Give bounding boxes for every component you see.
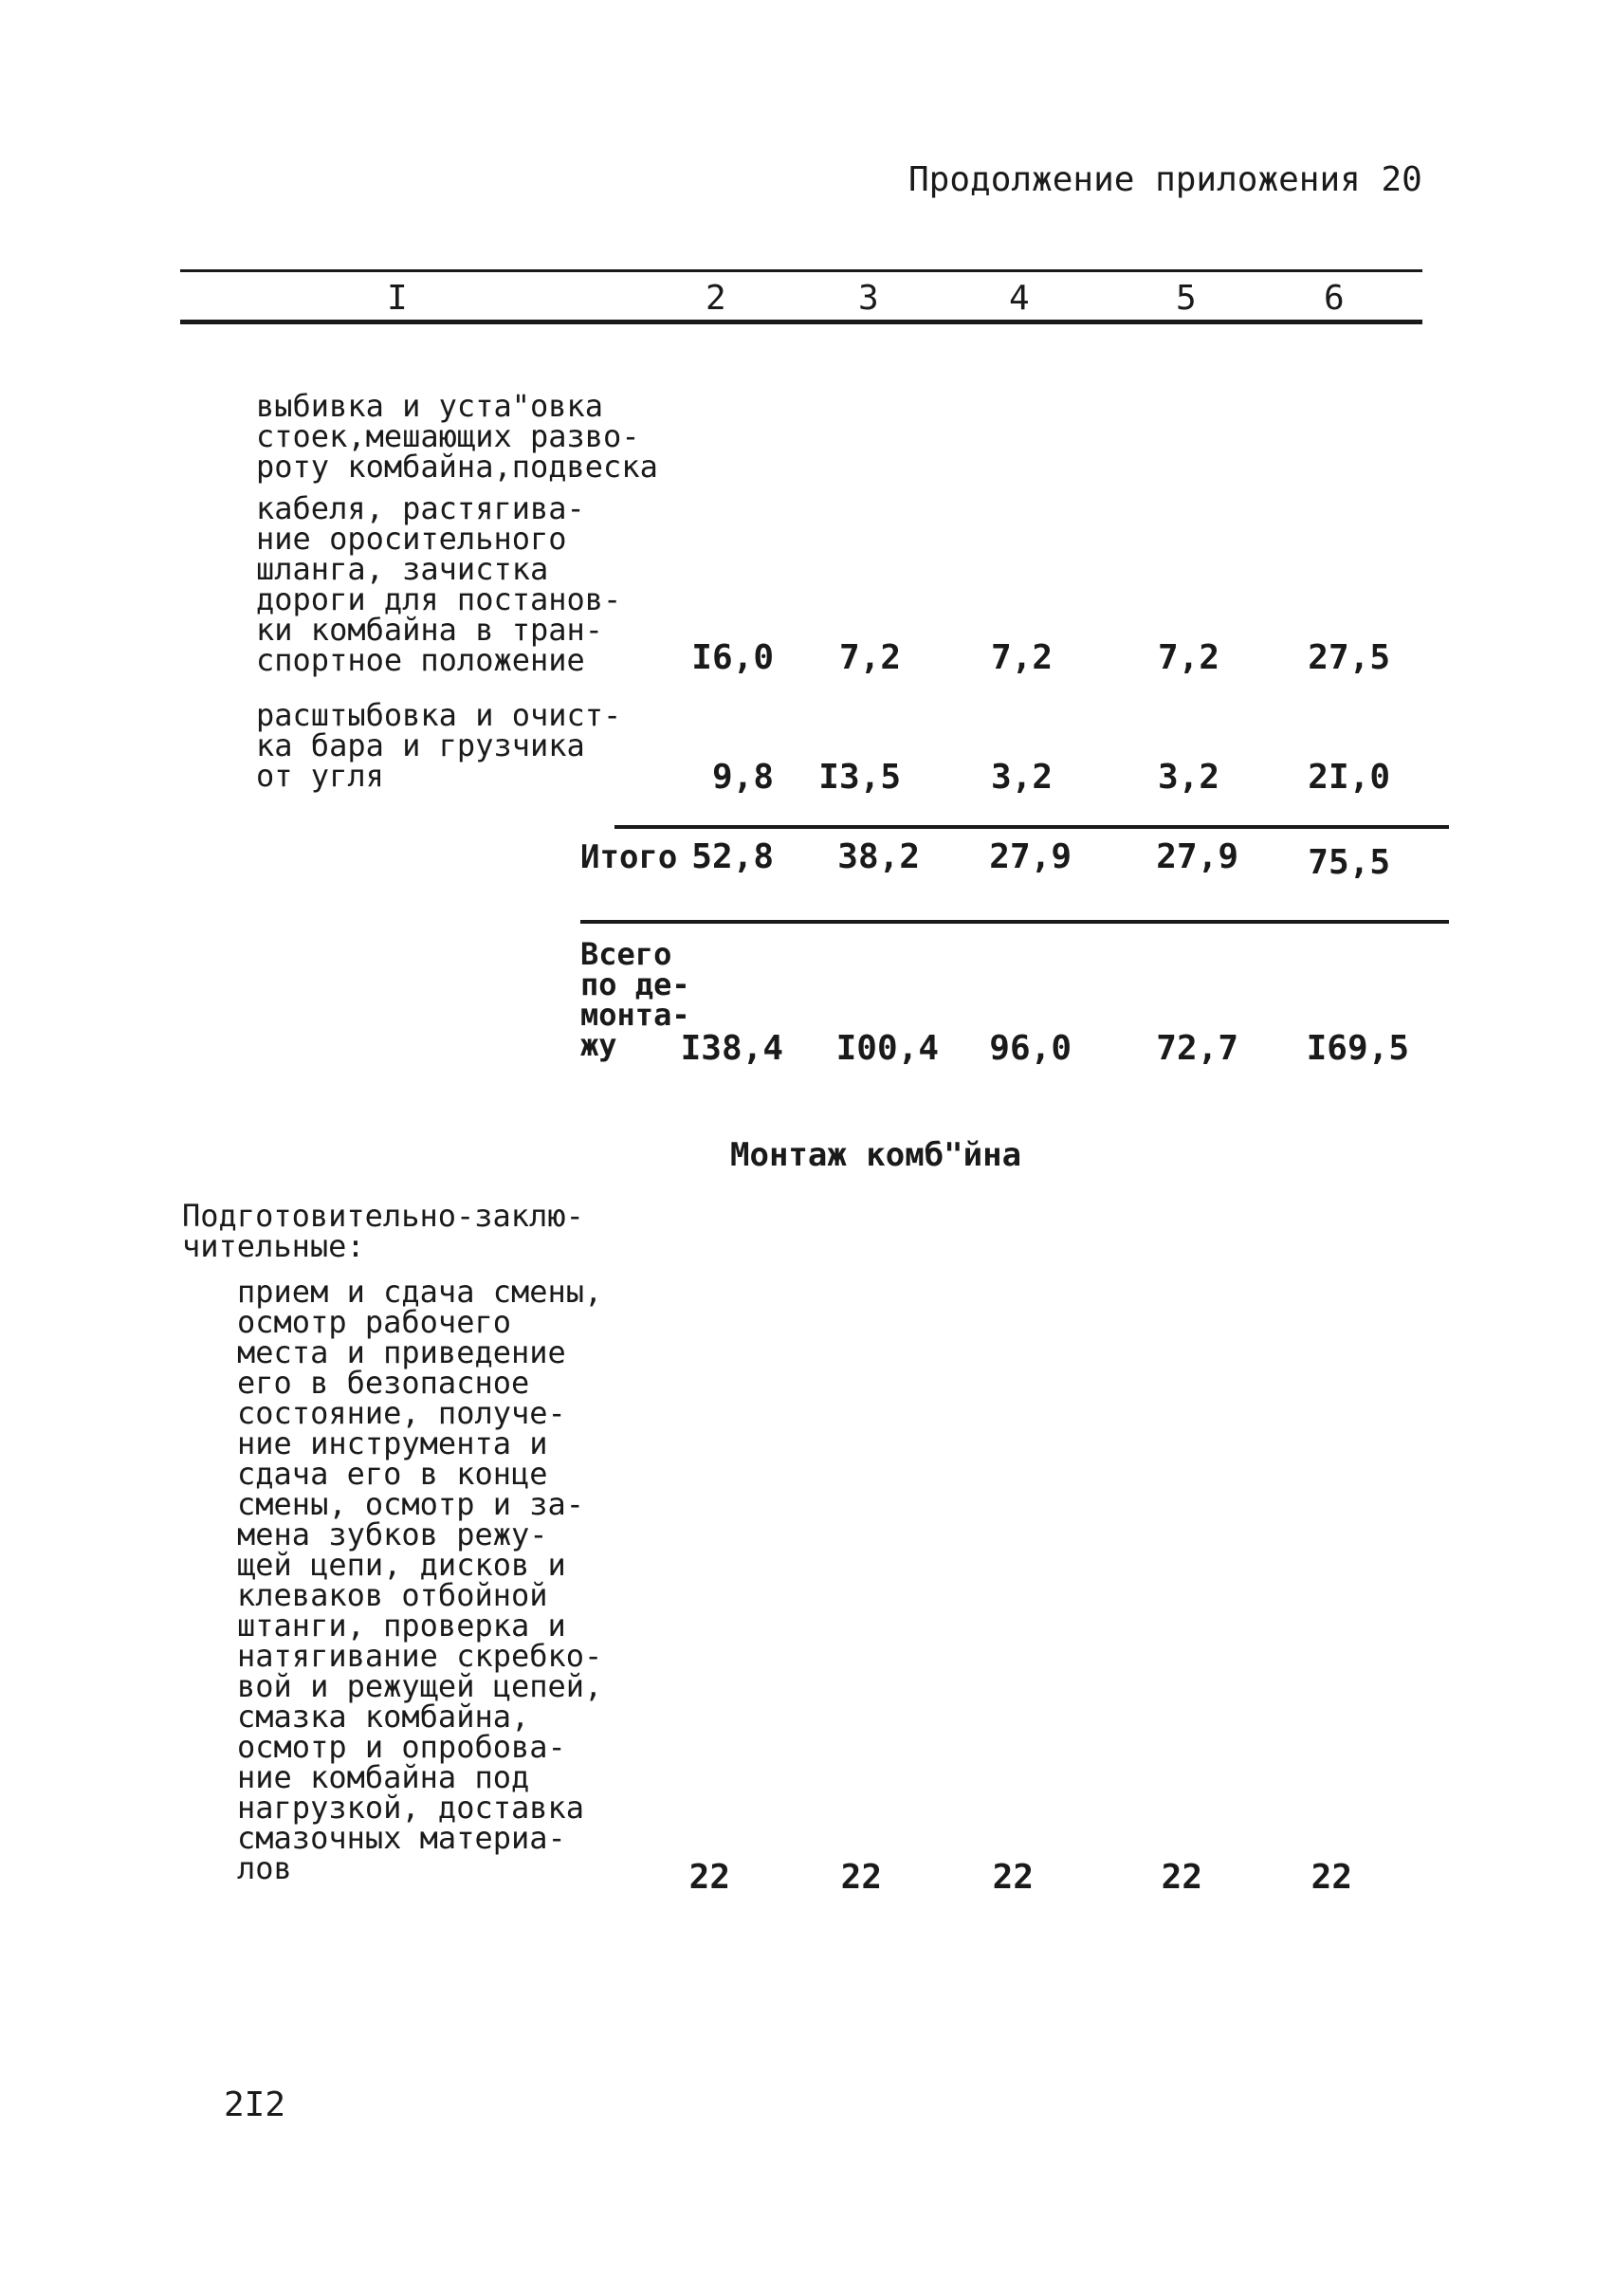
prep-value-c5: 22 <box>1161 1858 1202 1897</box>
row-value-c4: 7,2 <box>990 638 1053 677</box>
total-label: Всего по де- монта- жу <box>580 936 690 1063</box>
row-description: выбивка и уста"овка стоек,мешающих разво- роту комбайна,подвеска <box>256 388 658 485</box>
subtotal-value-c5: 27,9 <box>1156 837 1238 876</box>
subtotal-value-c3: 38,2 <box>837 837 920 876</box>
col-header-6: 6 <box>1324 279 1345 318</box>
col-header-5: 5 <box>1176 279 1197 318</box>
subtotal-value-c6: 75,5 <box>1308 843 1390 882</box>
page-number: 2I2 <box>224 2085 286 2124</box>
subtotal-value-c2: 52,8 <box>691 837 774 876</box>
row-value-c5: 3,2 <box>1157 758 1219 797</box>
row-value-c3: 7,2 <box>838 638 901 677</box>
subtotal-value-c4: 27,9 <box>989 837 1072 876</box>
total-value-c4: 96,0 <box>989 1029 1072 1068</box>
table-top-rule <box>180 269 1422 272</box>
row-value-c2: 9,8 <box>711 758 774 797</box>
section-title: Монтаж комб"йна <box>730 1136 1022 1174</box>
total-rule <box>580 920 1449 924</box>
row-value-c6: 2I,0 <box>1308 758 1390 797</box>
total-value-c5: 72,7 <box>1156 1029 1238 1068</box>
subtotal-label: Итого <box>580 838 678 876</box>
total-value-c3: I00,4 <box>835 1029 939 1068</box>
row-description: прием и сдача смены, осмотр рабочего места и приведение его в безопасное состояние, получе- ние инструмента и сдача его в конце смены, осмотр и за- мена зубков режу- щей цепи, дисков и клеваков отбойной штанги, проверка и натягивание скребко- вой и режущей цепей, смазка комбайна, осмотр и опробова- ние комбайна под нагрузкой, доставка смазочных материа- лов <box>237 1274 603 1886</box>
total-value-c6: I69,5 <box>1306 1029 1409 1068</box>
prep-value-c3: 22 <box>840 1858 882 1897</box>
prep-value-c4: 22 <box>992 1858 1034 1897</box>
prep-value-c6: 22 <box>1311 1858 1352 1897</box>
col-header-1: I <box>387 279 408 318</box>
col-header-4: 4 <box>1009 279 1030 318</box>
row-value-c4: 3,2 <box>990 758 1053 797</box>
row-value-c3: I3,5 <box>818 758 901 797</box>
subtotal-rule <box>614 825 1449 829</box>
row-description: кабеля, растягива- ние оросительного шланга, зачистка дороги для постанов- ки комбайна в тран- спортное положение <box>256 490 622 678</box>
prep-value-c2: 22 <box>688 1858 730 1897</box>
row-value-c5: 7,2 <box>1157 638 1219 677</box>
continuation-title: Продолжение приложения 20 <box>908 160 1422 199</box>
row-value-c6: 27,5 <box>1308 638 1390 677</box>
row-description: расштыбовка и очист- ка бара и грузчика от угля <box>256 697 622 794</box>
total-value-c2: I38,4 <box>680 1029 783 1068</box>
row-value-c2: I6,0 <box>691 638 774 677</box>
col-header-3: 3 <box>858 279 879 318</box>
prep-heading: Подготовительно-заклю- чительные: <box>182 1198 584 1264</box>
col-header-2: 2 <box>706 279 726 318</box>
table-header-rule <box>180 320 1422 324</box>
